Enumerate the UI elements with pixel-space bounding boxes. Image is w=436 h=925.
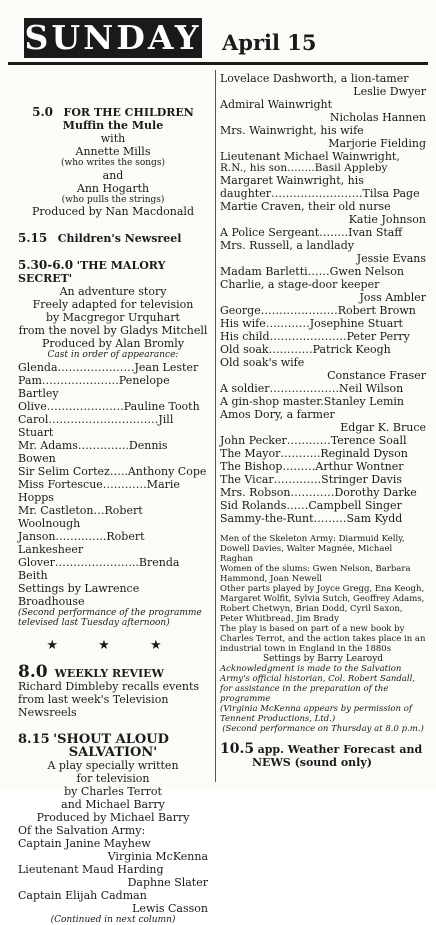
cast-role: Amos Dory, a farmer [220, 408, 426, 421]
cast-role: Mrs. Russell, a landlady [220, 239, 426, 252]
programme-newsreel [18, 232, 208, 245]
line: (who writes the songs) [18, 158, 208, 169]
line: Annette Mills [18, 145, 208, 158]
line: (who pulls the strings) [18, 195, 208, 206]
permission-note: (Virginia McKenna appears by permission of Tennent Productions, Ltd.) [220, 704, 426, 724]
line: Produced by Alan Bromly [18, 337, 208, 350]
cast-role: Lieutenant Maud Harding [18, 863, 208, 876]
cast-role: Mrs. Wainwright, his wife [220, 124, 426, 137]
time: 10.5 [220, 741, 254, 757]
cast-actor: Jessie Evans [220, 252, 426, 265]
cast-role: His wife…………Josephine Stuart [220, 317, 426, 330]
cast-actor: Virginia McKenna [18, 850, 208, 863]
programme-title: Children's Newsreel [58, 232, 182, 245]
line: An adventure story [18, 285, 208, 298]
programme-malory [18, 259, 208, 629]
left-column [18, 72, 208, 925]
cast-heading: Cast in order of appearance: [18, 350, 208, 361]
time: 5.30-6.0 [18, 258, 73, 272]
line: by Charles Terrot [18, 785, 208, 798]
programme-weather [220, 743, 426, 769]
programme-title: app. Weather Forecast and [258, 743, 423, 756]
cast-role: Charlie, a stage-door keeper [220, 278, 426, 291]
cast-role: Old soak's wife [220, 356, 426, 369]
continued-note: (Continued in next column) [18, 915, 208, 925]
programme-shout [18, 733, 208, 925]
cast-line: Mr. Castleton…Robert Woolnough [18, 504, 208, 530]
cast-actor: Daphne Slater [18, 876, 208, 889]
cast-role: The Vicar………….Stringer Davis [220, 473, 426, 486]
cast-line: Glover…………………..Brenda Beith [18, 556, 208, 582]
time: 5.15 [18, 231, 47, 245]
cast-role: Mrs. Robson…………Dorothy Darke [220, 486, 426, 499]
cast-line: Glenda…………………Jean Lester [18, 361, 208, 374]
cast-role: John Pecker…………Terence Soall [220, 434, 426, 447]
line: from the novel by Gladys Mitchell [18, 324, 208, 337]
cast-actor: Leslie Dwyer [220, 85, 426, 98]
cast-role: Sid Rolands……Campbell Singer [220, 499, 426, 512]
cast-actor: Katie Johnson [220, 213, 426, 226]
programme-note: (Second performance of the programme televised last Tuesday afternoon) [18, 608, 208, 629]
programme-title-2: NEWS (sound only) [220, 756, 426, 769]
cast-role: Admiral Wainwright [220, 98, 426, 111]
time: 8.0 [18, 662, 48, 682]
cast-role: Captain Janine Mayhew [18, 837, 208, 850]
cast-line: Olive…………………Pauline Tooth [18, 400, 208, 413]
cast-role: Old soak…………Patrick Keogh [220, 343, 426, 356]
programme-title: WEEKLY REVIEW [55, 667, 164, 680]
acknowledgment: Acknowledgment is made to the Salvation Army's official historian, Col. Robert Sandall, for assistance in the preparation of the programme [220, 664, 426, 704]
cast-role: A soldier……………….Neil Wilson [220, 382, 426, 395]
cast-actor: Joss Ambler [220, 291, 426, 304]
cast-role: R.N., his son……..Basil Appleby [220, 163, 426, 174]
line: and Michael Barry [18, 798, 208, 811]
line: Muffin the Mule [18, 119, 208, 132]
cast-line: Mr. Adams…………..Dennis Bowen [18, 439, 208, 465]
line: by Macgregor Urquhart [18, 311, 208, 324]
time: 8.15 [18, 732, 50, 747]
programme-review [18, 666, 208, 719]
settings-credit: Settings by Barry Learoyd [220, 654, 426, 665]
cast-actor: Nicholas Hannen [220, 111, 426, 124]
cast-role: The Bishop………Arthur Wontner [220, 460, 426, 473]
women-of-slums: Women of the slums: Gwen Nelson, Barbara Hammond, Joan Newell [220, 564, 426, 584]
programme-title: FOR THE CHILDREN [64, 106, 194, 119]
cast-role: A Police Sergeant……..Ivan Staff [220, 226, 426, 239]
cast-actor: Constance Fraser [220, 369, 426, 382]
army-heading: Of the Salvation Army: [18, 824, 208, 837]
line: for television [18, 772, 208, 785]
cast-line: Sir Selim Cortez…..Anthony Cope [18, 465, 208, 478]
cast-actor: Marjorie Fielding [220, 137, 426, 150]
skeleton-army: Men of the Skeleton Army: Diarmuid Kelly, Dowell Davies, Walter Magnée, Michael Raghan [220, 534, 426, 564]
line: Produced by Nan Macdonald [18, 205, 208, 218]
line: Freely adapted for television [18, 298, 208, 311]
day-banner: SUNDAY [24, 18, 202, 58]
right-column [220, 72, 426, 769]
programme-children [18, 106, 208, 218]
line: with [18, 132, 208, 145]
cast-role: The Mayor………..Reginald Dyson [220, 447, 426, 460]
line: and [18, 169, 208, 182]
cast-role: Lovelace Dashworth, a lion-tamer [220, 72, 426, 85]
cast-line: Pam…………………Penelope Bartley [18, 374, 208, 400]
cast-role: A gin-shop master.Stanley Lemin [220, 395, 426, 408]
cast-role: His child…………………Peter Perry [220, 330, 426, 343]
cast-role: Madam Barletti……Gwen Nelson [220, 265, 426, 278]
cast-role: Margaret Wainwright, his daughter…………………….Tilsa Page [220, 174, 426, 200]
cast-role: Sammy-the-Runt………Sam Kydd [220, 512, 426, 525]
line: Ann Hogarth [18, 182, 208, 195]
cast-line: Janson…………..Robert Lankesheer [18, 530, 208, 556]
programme-title: 'THE MALORY SECRET' [18, 259, 165, 285]
cast-role: Lieutenant Michael Wainwright, [220, 150, 426, 163]
other-parts: Other parts played by Joyce Gregg, Ena Keogh, Margaret Wolfit, Sylvia Sutch, Geoffrey Adams, Robert Chetwyn, Brian Dodd, Cyril Saxon, Peter Whitbread, Jim Brady [220, 584, 426, 624]
line: Produced by Michael Barry [18, 811, 208, 824]
programme-description: Richard Dimbleby recalls events from last week's Television Newsreels [18, 680, 208, 719]
header-rule [8, 62, 428, 65]
cast-role: Martie Craven, their old nurse [220, 200, 426, 213]
cast-actor: Edgar K. Bruce [220, 421, 426, 434]
line: A play specially written [18, 759, 208, 772]
date-heading: April 15 [222, 30, 317, 55]
programme-title: 'SHOUT ALOUD [53, 732, 169, 747]
header [10, 10, 428, 56]
cast-line: Carol…………………………Jill Stuart [18, 413, 208, 439]
play-basis: The play is based on part of a new book by Charles Terrot, and the action takes place in an industrial town in England in the 1880s [220, 624, 426, 654]
column-divider [215, 70, 216, 782]
cast-line: Miss Fortescue…………Marie Hopps [18, 478, 208, 504]
cast-actor: Lewis Casson [18, 902, 208, 915]
cast-role: Captain Elijah Cadman [18, 889, 208, 902]
second-performance: (Second performance on Thursday at 8.0 p.m.) [220, 724, 426, 734]
star-divider: ★ ★ ★ [18, 639, 208, 652]
cast-role: George…………………Robert Brown [220, 304, 426, 317]
settings-credit: Settings by Lawrence Broadhouse [18, 582, 208, 608]
time: 5.0 [32, 105, 53, 119]
programme-title-2: SALVATION' [18, 746, 208, 759]
